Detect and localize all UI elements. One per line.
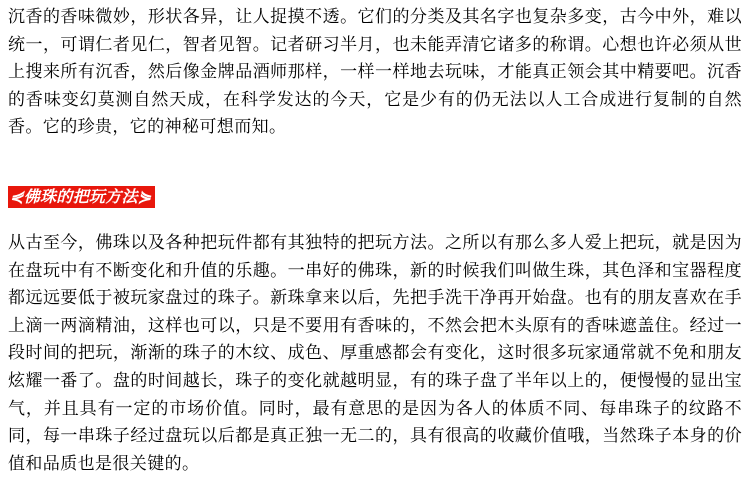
intro-paragraph: 沉香的香味微妙，形状各异，让人捉摸不透。它们的分类及其名字也复杂多变，古今中外，难以统一，可谓仁者见仁，智者见智。记者研习半月，也未能弄清它诸多的称谓。心想也许必须从世上搜来所有沉香，然后像金牌品酒师那样，一样一样地去玩味，才能真正领会其中精要吧。沉香的香味变幻莫测自然天成，在科学发达的今天，它是少有的仍无法以人工合成进行复制的自然香。它的珍贵，它的神秘可想而知。 [8, 7, 742, 138]
section-paragraph: 从古至今，佛珠以及各种把玩件都有其独特的把玩方法。之所以有那么多人爱上把玩，就是因为在盘玩中有不断变化和升值的乐趣。一串好的佛珠，新的时候我们叫做生珠，其色泽和宝器程度都远远要低于被玩家盘过的珠子。新珠拿来以后，先把手洗干净再开始盘。也有的朋友喜欢在手上滴一两滴精油，这样也可以，只是不要用有香味的，不然会把木头原有的香味遮盖住。经过一段时间的把玩，渐渐的珠子的木纹、成色、厚重感都会有变化，这时很多玩家通常就不免和朋友炫耀一番了。盘的时间越长，珠子的变化就越明显，有的珠子盘了半年以上的，便慢慢的显出宝气，并且具有一定的市场价值。同时，最有意思的是因为各人的体质不同、每串珠子的纹路不同，每一串珠子经过盘玩以后都是真正独一无二的，具有很高的收藏价值哦，当然珠子本身的价值和品质也是很关键的。 [8, 233, 742, 474]
section-heading: ⋞佛珠的把玩方法⋟ [8, 186, 155, 208]
